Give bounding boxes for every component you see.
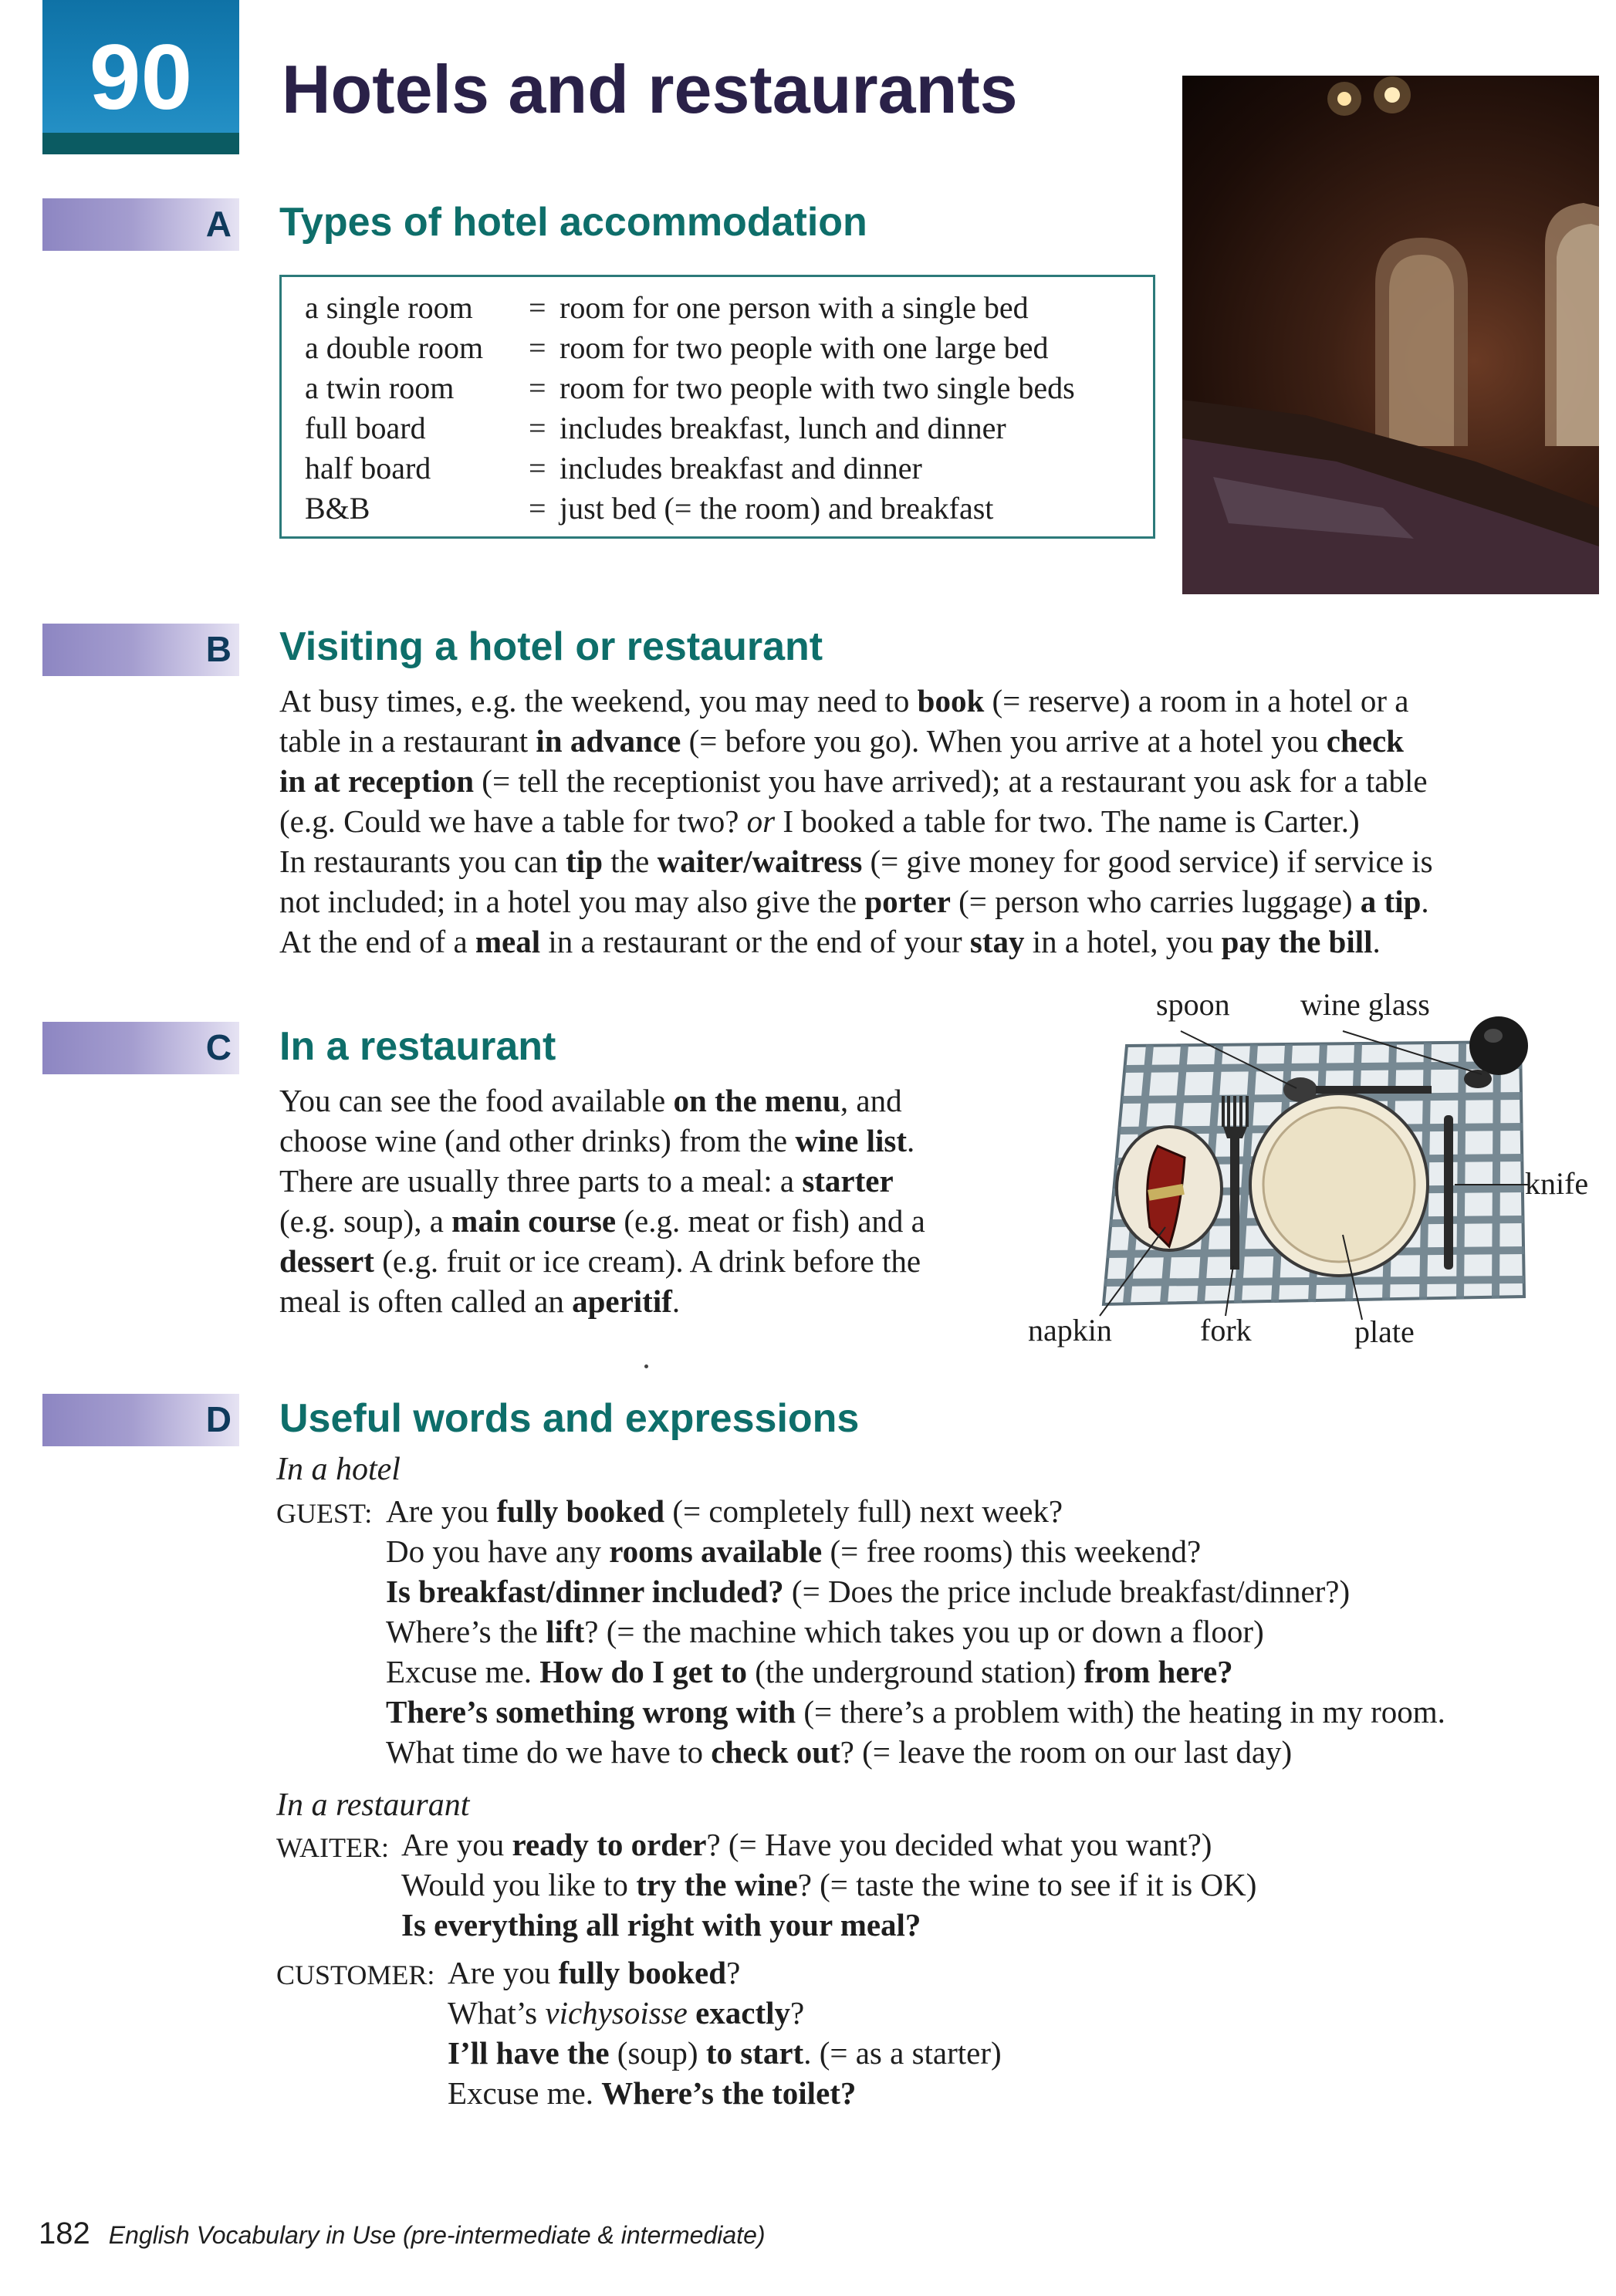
text-segment: Is breakfast/dinner included? bbox=[386, 1574, 784, 1609]
text-segment: You can see the food available bbox=[279, 1083, 674, 1118]
text-segment: (e.g. soup), a bbox=[279, 1203, 452, 1239]
label-wine-glass: wine glass bbox=[1300, 987, 1430, 1022]
text-segment: meal is often called an bbox=[279, 1283, 573, 1319]
text-segment: starter bbox=[802, 1163, 894, 1199]
text-segment: Excuse me. bbox=[386, 1654, 540, 1689]
text-segment: . bbox=[907, 1123, 915, 1158]
book-title: English Vocabulary in Use (pre-intermediate & intermediate) bbox=[108, 2221, 766, 2249]
text-line bbox=[386, 1571, 1445, 1611]
text-segment: (= person who carries luggage) bbox=[950, 884, 1361, 919]
text-line bbox=[401, 1865, 1256, 1905]
stray-dot bbox=[644, 1364, 648, 1368]
unit-number: 90 bbox=[89, 25, 193, 129]
page-number: 182 bbox=[39, 2217, 90, 2250]
unit-box-strip bbox=[42, 133, 239, 154]
text-segment: fully booked bbox=[496, 1493, 665, 1529]
text-line bbox=[279, 1161, 925, 1201]
text-line bbox=[386, 1611, 1445, 1652]
accommodation-term: B&B bbox=[305, 491, 370, 526]
hotel-subheading: In a hotel bbox=[276, 1452, 401, 1487]
text-line bbox=[279, 1121, 925, 1161]
accommodation-table bbox=[279, 275, 1155, 539]
accommodation-definition: includes breakfast and dinner bbox=[560, 451, 922, 485]
text-segment: (= completely full) next week? bbox=[664, 1493, 1063, 1529]
text-line bbox=[448, 1993, 1002, 2033]
restaurant-subheading: In a restaurant bbox=[276, 1787, 470, 1823]
text-segment: Where’s the toilet? bbox=[601, 2075, 857, 2111]
text-segment: not included; in a hotel you may also give the bbox=[279, 884, 865, 919]
text-segment: (the underground station) bbox=[747, 1654, 1084, 1689]
text-line bbox=[448, 1953, 1002, 1993]
text-segment: Are you bbox=[401, 1827, 512, 1862]
text-line bbox=[279, 761, 1433, 801]
text-segment: I booked a table for two. The name is Carter.) bbox=[775, 803, 1360, 839]
text-segment: How do I get to bbox=[539, 1654, 747, 1689]
text-line bbox=[279, 841, 1433, 881]
section-c-title: In a restaurant bbox=[279, 1024, 556, 1069]
text-segment: What’s bbox=[448, 1995, 546, 2031]
text-line bbox=[386, 1491, 1445, 1531]
text-segment: meal bbox=[475, 924, 541, 959]
text-segment: What time do we have to bbox=[386, 1734, 712, 1770]
text-segment: ? bbox=[790, 1995, 805, 2031]
text-segment bbox=[688, 1995, 695, 2031]
text-line bbox=[401, 1824, 1256, 1865]
text-line bbox=[386, 1531, 1445, 1571]
text-segment: Are you bbox=[386, 1493, 497, 1529]
waiter-label: WAITER: bbox=[276, 1832, 389, 1863]
text-line bbox=[279, 881, 1433, 921]
text-segment: book bbox=[917, 683, 985, 719]
page-title: Hotels and restaurants bbox=[282, 51, 1018, 127]
section-a-letter: A bbox=[205, 204, 232, 244]
equals-sign: = bbox=[529, 370, 546, 405]
text-segment: try the wine bbox=[636, 1867, 798, 1902]
table-setting-diagram bbox=[1026, 980, 1613, 1366]
label-napkin: napkin bbox=[1028, 1313, 1112, 1348]
accommodation-term: a double room bbox=[305, 330, 484, 365]
section-b-bar bbox=[42, 624, 239, 676]
text-segment: . (= as a starter) bbox=[803, 2035, 1002, 2071]
section-d-title: Useful words and expressions bbox=[279, 1396, 860, 1441]
text-segment: in advance bbox=[536, 723, 681, 759]
waiter-lines bbox=[401, 1824, 1256, 1945]
text-segment: (= tell the receptionist you have arrived); at a restaurant you ask for a table bbox=[474, 763, 1428, 799]
section-b-paragraph bbox=[279, 681, 1433, 962]
text-segment: ready to order bbox=[512, 1827, 707, 1862]
guest-label: GUEST: bbox=[276, 1498, 373, 1529]
text-segment: ? (= Have you decided what you want?) bbox=[706, 1827, 1212, 1862]
text-segment: (= free rooms) this weekend? bbox=[822, 1533, 1202, 1569]
accommodation-definition: room for one person with a single bed bbox=[560, 290, 1029, 325]
text-segment: . bbox=[1372, 924, 1381, 959]
text-segment: (= reserve) a room in a hotel or a bbox=[984, 683, 1409, 719]
text-segment: wine list bbox=[795, 1123, 907, 1158]
text-segment: There are usually three parts to a meal: a bbox=[279, 1163, 803, 1199]
label-knife: knife bbox=[1525, 1166, 1589, 1201]
text-segment: (e.g. Could we have a table for two? bbox=[279, 803, 747, 839]
text-segment: fully booked bbox=[558, 1955, 727, 1990]
text-line bbox=[279, 921, 1433, 962]
text-line bbox=[279, 721, 1433, 761]
text-line bbox=[279, 1281, 925, 1321]
equals-sign: = bbox=[529, 451, 546, 485]
label-fork: fork bbox=[1200, 1313, 1252, 1348]
text-segment: (e.g. meat or fish) and a bbox=[616, 1203, 925, 1239]
section-b-title: Visiting a hotel or restaurant bbox=[279, 624, 823, 669]
label-plate: plate bbox=[1354, 1314, 1415, 1349]
equals-sign: = bbox=[529, 491, 546, 526]
text-segment: or bbox=[746, 803, 776, 839]
text-segment: waiter/waitress bbox=[657, 844, 863, 879]
text-segment: check bbox=[1326, 723, 1404, 759]
accommodation-term: a twin room bbox=[305, 370, 455, 405]
section-d-bar bbox=[42, 1394, 239, 1446]
text-segment: stay bbox=[969, 924, 1025, 959]
text-segment: At busy times, e.g. the weekend, you may need to bbox=[279, 683, 918, 719]
text-segment: In restaurants you can bbox=[279, 844, 566, 879]
text-segment: ? (= leave the room on our last day) bbox=[840, 1734, 1293, 1770]
accommodation-term: a single room bbox=[305, 290, 473, 325]
text-segment: . bbox=[1421, 884, 1429, 919]
equals-sign: = bbox=[529, 411, 546, 445]
text-segment: the bbox=[603, 844, 658, 879]
equals-sign: = bbox=[529, 290, 546, 325]
unit-number-box bbox=[42, 0, 239, 154]
hotel-room-photo bbox=[1182, 76, 1599, 594]
text-segment: rooms available bbox=[609, 1533, 823, 1569]
text-segment: in at reception bbox=[279, 763, 475, 799]
text-line bbox=[279, 1201, 925, 1241]
text-segment: (= give money for good service) if service is bbox=[862, 844, 1433, 879]
text-line bbox=[401, 1905, 1256, 1945]
text-segment: (e.g. fruit or ice cream). A drink before the bbox=[374, 1243, 921, 1279]
text-segment: in a restaurant or the end of your bbox=[540, 924, 970, 959]
text-segment: check out bbox=[711, 1734, 840, 1770]
section-c-paragraph bbox=[279, 1080, 925, 1321]
text-segment: Do you have any bbox=[386, 1533, 610, 1569]
text-segment: Are you bbox=[448, 1955, 559, 1990]
section-c-bar bbox=[42, 1022, 239, 1074]
accommodation-term: full board bbox=[305, 411, 426, 445]
text-segment: Is everything all right with your meal? bbox=[401, 1907, 921, 1943]
text-segment: . bbox=[671, 1283, 681, 1319]
guest-lines bbox=[386, 1491, 1445, 1772]
text-segment: from here? bbox=[1084, 1654, 1233, 1689]
customer-label: CUSTOMER: bbox=[276, 1960, 435, 1990]
text-segment: Would you like to bbox=[401, 1867, 637, 1902]
text-line bbox=[279, 681, 1433, 721]
text-segment: table in a restaurant bbox=[279, 723, 536, 759]
text-line bbox=[279, 1241, 925, 1281]
text-segment: main course bbox=[451, 1203, 617, 1239]
text-segment: porter bbox=[864, 884, 951, 919]
text-segment: ? bbox=[726, 1955, 741, 1990]
text-segment: on the menu bbox=[673, 1083, 840, 1118]
text-segment: Excuse me. bbox=[448, 2075, 602, 2111]
text-segment: lift bbox=[546, 1614, 585, 1649]
section-c-letter: C bbox=[205, 1027, 232, 1067]
text-segment: At the end of a bbox=[279, 924, 475, 959]
accommodation-term: half board bbox=[305, 451, 431, 485]
text-segment: , and bbox=[840, 1083, 902, 1118]
customer-lines bbox=[448, 1953, 1002, 2113]
text-segment: a tip bbox=[1360, 884, 1422, 919]
page-footer bbox=[39, 2217, 766, 2251]
text-segment: (= there’s a problem with) the heating in my room. bbox=[796, 1694, 1445, 1730]
accommodation-definition: room for two people with two single beds bbox=[560, 370, 1075, 405]
text-line bbox=[448, 2033, 1002, 2073]
label-spoon: spoon bbox=[1156, 987, 1230, 1022]
text-segment: vichysoisse bbox=[545, 1995, 688, 2031]
accommodation-definition: includes breakfast, lunch and dinner bbox=[560, 411, 1006, 445]
text-line bbox=[386, 1732, 1445, 1772]
text-line bbox=[448, 2073, 1002, 2113]
text-segment: I’ll have the bbox=[448, 2035, 610, 2071]
text-segment: to start bbox=[705, 2035, 804, 2071]
section-a-bar bbox=[42, 198, 239, 251]
text-line bbox=[279, 1080, 925, 1121]
text-segment: (soup) bbox=[609, 2035, 706, 2071]
section-b-letter: B bbox=[205, 629, 232, 669]
text-segment: ? (= the machine which takes you up or down a floor) bbox=[584, 1614, 1264, 1649]
accommodation-definition: just bed (= the room) and breakfast bbox=[560, 491, 994, 526]
text-line bbox=[279, 801, 1433, 841]
text-segment: tip bbox=[566, 844, 603, 879]
section-a-title: Types of hotel accommodation bbox=[279, 200, 867, 245]
text-segment: choose wine (and other drinks) from the bbox=[279, 1123, 796, 1158]
text-segment: aperitif bbox=[572, 1283, 672, 1319]
text-line bbox=[386, 1692, 1445, 1732]
section-d-letter: D bbox=[205, 1399, 232, 1439]
photo-illustration bbox=[1182, 76, 1599, 594]
accommodation-definition: room for two people with one large bed bbox=[560, 330, 1049, 365]
text-segment: Where’s the bbox=[386, 1614, 546, 1649]
text-segment: (= Does the price include breakfast/dinner?) bbox=[783, 1574, 1351, 1609]
equals-sign: = bbox=[529, 330, 546, 365]
text-segment: There’s something wrong with bbox=[386, 1694, 796, 1730]
text-line bbox=[386, 1652, 1445, 1692]
text-segment: (= before you go). When you arrive at a hotel you bbox=[681, 723, 1327, 759]
text-segment: pay the bill bbox=[1221, 924, 1373, 959]
text-segment: ? (= taste the wine to see if it is OK) bbox=[797, 1867, 1257, 1902]
text-segment: dessert bbox=[279, 1243, 374, 1279]
text-segment: exactly bbox=[695, 1995, 791, 2031]
text-segment: in a hotel, you bbox=[1024, 924, 1222, 959]
